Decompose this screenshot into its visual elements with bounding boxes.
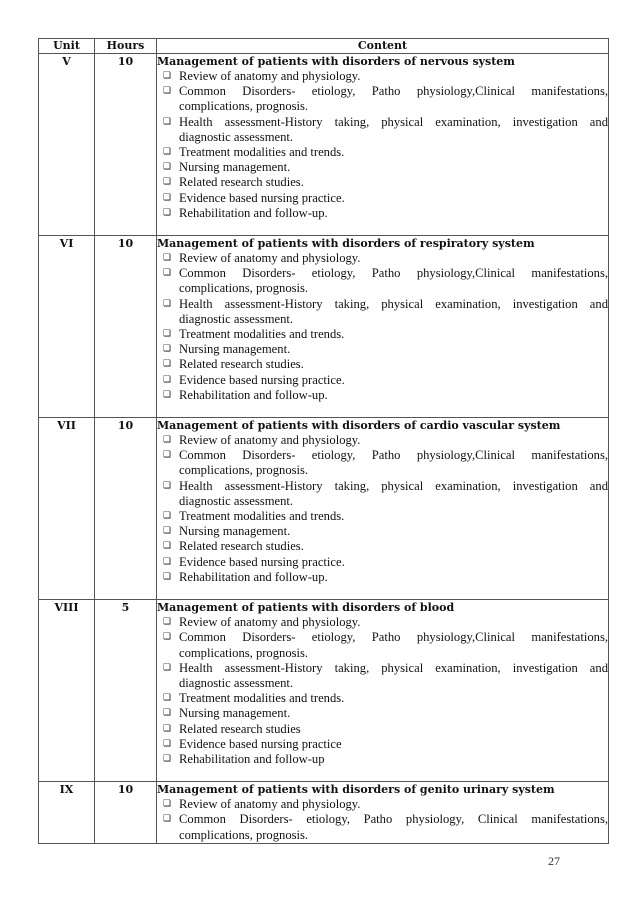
list-item [161,615,608,630]
list-item-text: Review of anatomy and physiology. [179,797,361,812]
table-row [39,418,609,600]
list-item [161,191,608,206]
unit-cell: V [39,54,95,236]
list-item-text: Related research studies. [179,175,304,190]
list-item [161,145,608,160]
list-item [161,206,608,221]
unit-column-header: Unit [39,39,95,54]
list-item [161,509,608,524]
checkbox-bullet-icon: ❏ [163,374,172,385]
list-item [161,69,608,84]
checkbox-bullet-icon: ❏ [163,738,172,749]
unit-cell: IX [39,782,95,844]
syllabus-table [38,38,609,844]
list-item-text: Rehabilitation and follow-up. [179,569,328,584]
checkbox-bullet-icon: ❏ [163,632,172,643]
list-item-text: Health assessment-History taking, physical examination, investigation and diagnostic assessment. [179,296,608,326]
list-item [161,555,608,570]
list-item-text: Nursing management. [179,342,291,357]
unit-cell: VI [39,236,95,418]
list-item [161,479,608,509]
checkbox-bullet-icon: ❏ [163,268,172,279]
list-item [161,297,608,327]
checkbox-bullet-icon: ❏ [163,556,172,567]
list-item [161,373,608,388]
list-item [161,327,608,342]
content-column-header: Content [157,39,609,54]
list-item-text: Treatment modalities and trends. [179,509,345,524]
content-cell [157,782,609,844]
hours-column-header: Hours [95,39,157,54]
checkbox-bullet-icon: ❏ [163,617,172,628]
checkbox-bullet-icon: ❏ [163,86,172,97]
list-item-text: Common Disorders- etiology, Patho physiology,Clinical manifestations, complications, prognosis. [179,84,608,114]
row-spacer [157,221,608,235]
topic-item-list [157,433,608,585]
checkbox-bullet-icon: ❏ [163,526,172,537]
checkbox-bullet-icon: ❏ [163,329,172,340]
list-item-text: Treatment modalities and trends. [179,691,345,706]
topic-item-list [157,797,608,843]
hours-cell: 5 [95,600,157,782]
checkbox-bullet-icon: ❏ [163,359,172,370]
checkbox-bullet-icon: ❏ [163,344,172,355]
list-item-text: Related research studies [179,721,301,736]
page-number: 27 [548,854,560,868]
hours-cell: 10 [95,54,157,236]
topic-heading: Management of patients with disorders of blood [157,601,455,615]
row-spacer [157,403,608,417]
list-item-text: Rehabilitation and follow-up [179,751,325,766]
checkbox-bullet-icon: ❏ [163,207,172,218]
list-item-text: Review of anatomy and physiology. [179,69,361,83]
list-item-text: Related research studies. [179,357,304,372]
table-row [39,236,609,418]
list-item-text: Review of anatomy and physiology. [179,433,361,448]
list-item-text: Treatment modalities and trends. [179,145,345,160]
topic-heading: Management of patients with disorders of respiratory system [157,237,535,251]
list-item-text: Nursing management. [179,524,291,539]
list-item [161,448,608,478]
list-item-text: Treatment modalities and trends. [179,327,345,342]
list-item-text: Nursing management. [179,160,291,175]
unit-cell: VII [39,418,95,600]
checkbox-bullet-icon: ❏ [163,480,172,491]
list-item-text: Common Disorders- etiology, Patho physiology, Clinical manifestations, complications, prognosis. [179,812,608,842]
checkbox-bullet-icon: ❏ [163,71,172,81]
list-item-text: Evidence based nursing practice [179,736,342,751]
checkbox-bullet-icon: ❏ [163,723,172,734]
list-item [161,630,608,660]
list-item [161,357,608,372]
list-item-text: Nursing management. [179,706,291,721]
list-item-text: Common Disorders- etiology, Patho physiology,Clinical manifestations, complications, prognosis. [179,448,608,478]
list-item [161,84,608,114]
list-item [161,722,608,737]
checkbox-bullet-icon: ❏ [163,662,172,673]
list-item [161,160,608,175]
table-row [39,782,609,844]
topic-heading: Management of patients with disorders of nervous system [157,55,515,68]
list-item [161,691,608,706]
checkbox-bullet-icon: ❏ [163,253,172,264]
row-spacer [157,767,608,781]
list-item-text: Health assessment-History taking, physical examination, investigation and diagnostic assessment. [179,478,608,508]
list-item [161,433,608,448]
list-item [161,812,608,842]
checkbox-bullet-icon: ❏ [163,162,172,173]
list-item-text: Evidence based nursing practice. [179,190,345,205]
table-header-row [39,39,609,54]
topic-heading: Management of patients with disorders of cardio vascular system [157,419,561,433]
list-item [161,752,608,767]
checkbox-bullet-icon: ❏ [163,814,172,825]
hours-cell: 10 [95,236,157,418]
list-item [161,570,608,585]
list-item [161,706,608,721]
checkbox-bullet-icon: ❏ [163,753,172,764]
checkbox-bullet-icon: ❏ [163,799,172,810]
checkbox-bullet-icon: ❏ [163,708,172,719]
topic-item-list [157,69,608,221]
list-item [161,524,608,539]
table-row [39,54,609,236]
checkbox-bullet-icon: ❏ [163,693,172,704]
list-item [161,342,608,357]
list-item-text: Review of anatomy and physiology. [179,251,361,266]
content-cell [157,600,609,782]
checkbox-bullet-icon: ❏ [163,192,172,203]
list-item-text: Health assessment-History taking, physical examination, investigation and diagnostic assessment. [179,114,608,144]
list-item-text: Evidence based nursing practice. [179,554,345,569]
checkbox-bullet-icon: ❏ [163,298,172,309]
checkbox-bullet-icon: ❏ [163,116,172,127]
list-item [161,737,608,752]
table-row [39,600,609,782]
list-item-text: Health assessment-History taking, physical examination, investigation and diagnostic assessment. [179,660,608,690]
checkbox-bullet-icon: ❏ [163,389,172,400]
list-item-text: Review of anatomy and physiology. [179,615,361,630]
list-item-text: Rehabilitation and follow-up. [179,387,328,402]
checkbox-bullet-icon: ❏ [163,177,172,188]
list-item [161,388,608,403]
hours-cell: 10 [95,418,157,600]
checkbox-bullet-icon: ❏ [163,147,172,158]
topic-heading: Management of patients with disorders of genito urinary system [157,783,555,797]
hours-cell: 10 [95,782,157,844]
content-cell [157,418,609,600]
list-item-text: Common Disorders- etiology, Patho physiology,Clinical manifestations, complications, prognosis. [179,266,608,296]
checkbox-bullet-icon: ❏ [163,511,172,522]
unit-cell: VIII [39,600,95,782]
list-item-text: Common Disorders- etiology, Patho physiology,Clinical manifestations, complications, prognosis. [179,630,608,660]
list-item [161,266,608,296]
checkbox-bullet-icon: ❏ [163,571,172,582]
list-item [161,661,608,691]
checkbox-bullet-icon: ❏ [163,541,172,552]
topic-item-list [157,251,608,403]
list-item [161,115,608,145]
list-item [161,797,608,812]
checkbox-bullet-icon: ❏ [163,450,172,461]
content-cell [157,54,609,236]
list-item [161,539,608,554]
checkbox-bullet-icon: ❏ [163,435,172,446]
list-item [161,175,608,190]
topic-item-list [157,615,608,767]
content-cell [157,236,609,418]
list-item-text: Related research studies. [179,539,304,554]
list-item-text: Rehabilitation and follow-up. [179,205,328,220]
list-item [161,251,608,266]
row-spacer [157,585,608,599]
list-item-text: Evidence based nursing practice. [179,372,345,387]
